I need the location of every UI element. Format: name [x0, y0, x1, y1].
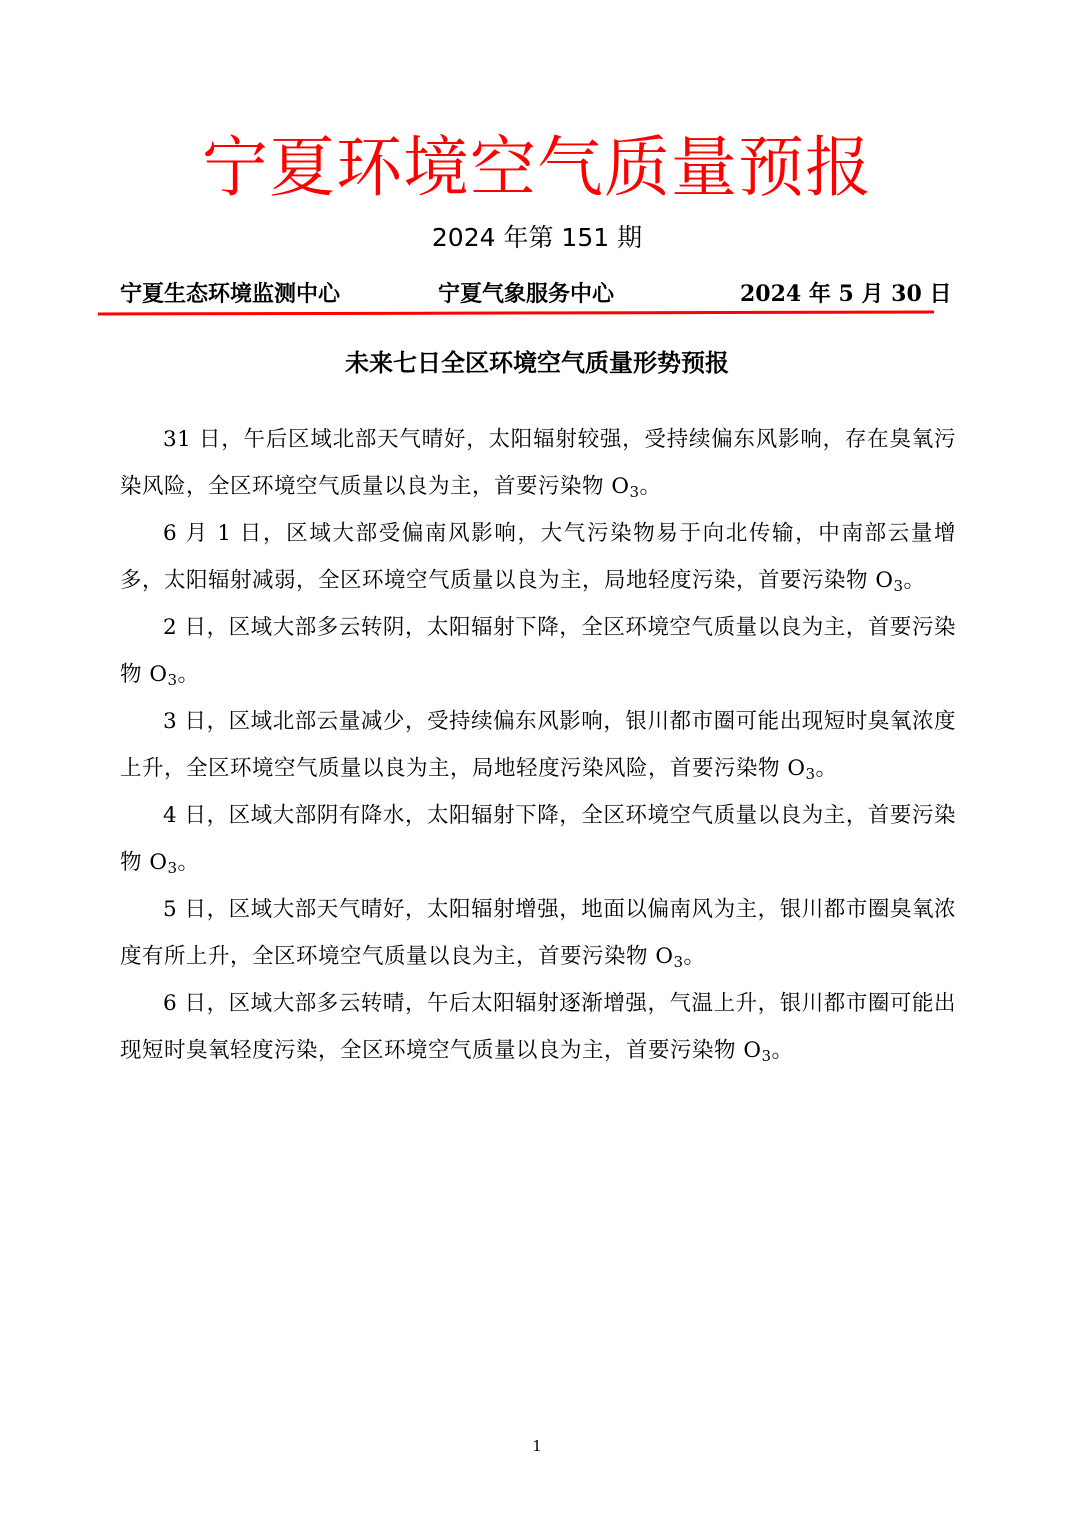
paragraph-end: 。 [815, 756, 838, 781]
forecast-paragraph-day-2 [120, 604, 956, 698]
forecast-paragraph-day-5 [120, 886, 956, 980]
paragraph-end: 。 [771, 1038, 794, 1063]
issue-date: 2024 年 5 月 30 日 [740, 281, 952, 307]
issuer-meteorological-center: 宁夏气象服务中心 [438, 281, 615, 307]
paragraph-text: 3 日，区域北部云量减少，受持续偏东风影响，银川都市圈可能出现短时臭氧浓度上升，全区环境空气质量以良为主，局地轻度污染风险，首要污染物 O [120, 709, 956, 781]
paragraph-end: 。 [177, 662, 200, 687]
paragraph-end: 。 [903, 568, 926, 593]
subscript: 3 [629, 482, 640, 501]
paragraph-end: 。 [177, 850, 200, 875]
subscript: 3 [673, 952, 684, 971]
subscript: 3 [167, 858, 178, 877]
red-divider-rule [98, 310, 934, 316]
paragraph-text: 5 日，区域大部天气晴好，太阳辐射增强，地面以偏南风为主，银川都市圈臭氧浓度有所上升，全区环境空气质量以良为主，首要污染物 O [120, 897, 956, 969]
subscript: 3 [893, 576, 904, 595]
forecast-body [120, 416, 956, 1074]
subscript: 3 [805, 764, 816, 783]
paragraph-text: 6 日，区域大部多云转晴，午后太阳辐射逐渐增强，气温上升，银川都市圈可能出现短时臭氧轻度污染，全区环境空气质量以良为主，首要污染物 O [120, 991, 956, 1063]
paragraph-end: 。 [683, 944, 706, 969]
forecast-paragraph-day-3 [120, 698, 956, 792]
forecast-paragraph-day-4 [120, 792, 956, 886]
report-title: 宁夏环境空气质量预报 [202, 129, 872, 206]
issue-number: 2024 年第 151 期 [431, 223, 643, 252]
issuer-monitoring-center: 宁夏生态环境监测中心 [120, 281, 341, 307]
forecast-paragraph-day-6 [120, 980, 956, 1074]
paragraph-text: 6 月 1 日，区域大部受偏南风影响，大气污染物易于向北传输，中南部云量增多，太阳辐射减弱，全区环境空气质量以良为主，局地轻度污染，首要污染物 O [120, 521, 956, 593]
forecast-paragraph-day-31 [120, 416, 956, 510]
subscript: 3 [761, 1046, 772, 1065]
subscript: 3 [167, 670, 178, 689]
forecast-paragraph-june-1 [120, 510, 956, 604]
paragraph-text: 2 日，区域大部多云转阴，太阳辐射下降，全区环境空气质量以良为主，首要污染物 O [120, 615, 956, 687]
paragraph-text: 31 日，午后区域北部天气晴好，太阳辐射较强，受持续偏东风影响，存在臭氧污染风险，全区环境空气质量以良为主，首要污染物 O [120, 427, 956, 499]
forecast-headline: 未来七日全区环境空气质量形势预报 [345, 348, 729, 377]
red-divider-line [98, 312, 934, 314]
page-number: 1 [532, 1437, 542, 1455]
paragraph-end: 。 [639, 474, 662, 499]
paragraph-text: 4 日，区域大部阴有降水，太阳辐射下降，全区环境空气质量以良为主，首要污染物 O [120, 803, 956, 875]
